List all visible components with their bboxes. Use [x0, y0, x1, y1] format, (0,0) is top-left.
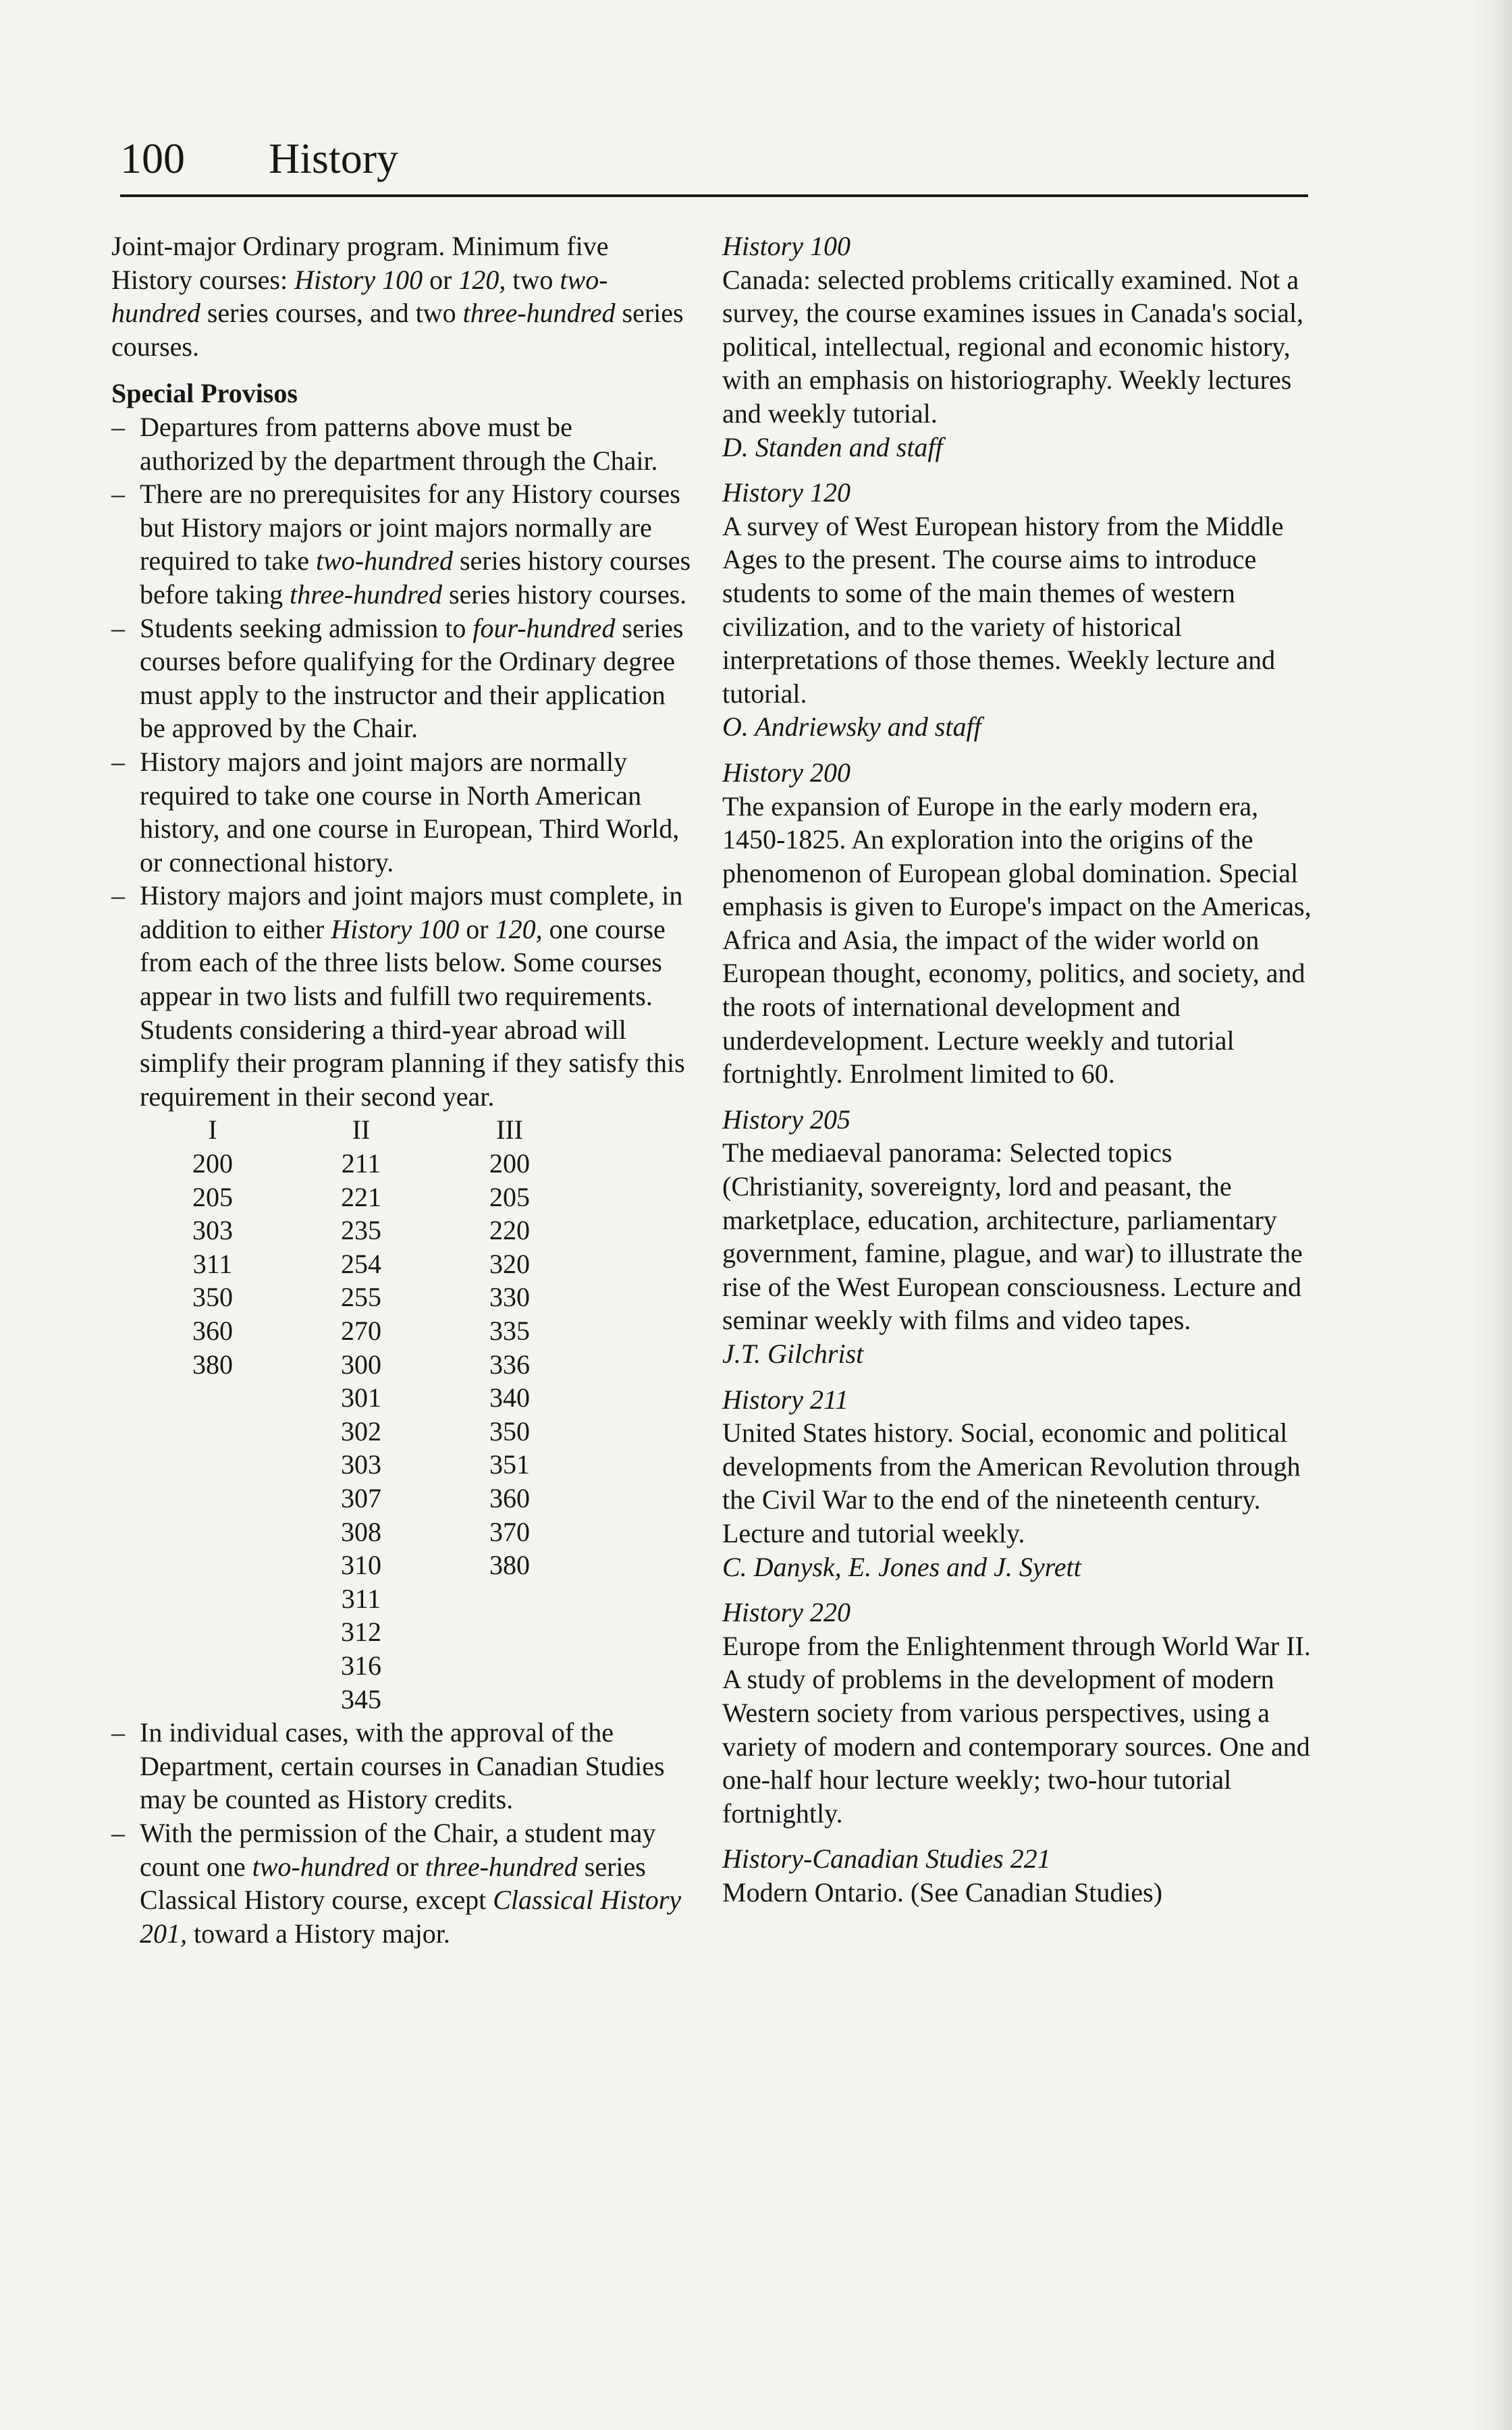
- list-item: 200: [489, 1148, 530, 1179]
- list-item: 303: [192, 1215, 233, 1246]
- list-item: 380: [192, 1349, 233, 1380]
- list-item: 300: [341, 1349, 381, 1380]
- list-item: 303: [341, 1449, 381, 1480]
- course-entry: [722, 1383, 1316, 1584]
- list-item: 254: [341, 1248, 381, 1279]
- list-item: 350: [192, 1282, 233, 1313]
- proviso-7: – With the permission of the Chair, a student may count one two-hundred or three-hundred series Classical History course, except Classical History 201, toward a History major.: [111, 1817, 682, 1949]
- proviso-5: – History majors and joint majors must complete, in addition to either History 100 or 120, one course from each of the three lists below. Some courses appear in two lists and fulfill two requirements. Students considering a third-year abroad will simplify their program planning if they satisfy this requirement in their second year.: [111, 880, 685, 1112]
- list-item: 316: [341, 1650, 381, 1681]
- list-item: 335: [489, 1316, 530, 1346]
- course-title: History-Canadian Studies 221: [722, 1843, 1051, 1874]
- list-item: 311: [341, 1583, 381, 1614]
- list-item: 205: [192, 1181, 233, 1212]
- course-instructor: C. Danysk, E. Jones and J. Syrett: [722, 1551, 1081, 1582]
- list-item: 211: [341, 1148, 381, 1179]
- course-description: The expansion of Europe in the early modern era, 1450-1825. An exploration into the origins of the phenomenon of European global domination. Special emphasis is given to Europe's impact on the Americas, Africa and Asia, the impact of the wider world on European thought, economy, politics, and society, and the roots of international development and underdevelopment. Lecture weekly and tutorial fortnightly. Enrolment limited to 60.: [722, 790, 1312, 1089]
- course-title: History 100: [722, 231, 850, 261]
- proviso-1: – Departures from patterns above must be authorized by the department through the Chair.: [111, 411, 658, 476]
- list-iii: [435, 1113, 584, 1716]
- list-item: 308: [341, 1516, 381, 1547]
- list-item: 221: [341, 1181, 381, 1212]
- running-title: History: [269, 134, 398, 182]
- list-item: 360: [192, 1316, 233, 1346]
- course-title: History 211: [722, 1384, 849, 1415]
- list-item: 200: [192, 1148, 233, 1179]
- course-description: A survey of West European history from the Middle Ages to the present. The course aims to introduce students to some of the main themes of western civilization, and to the variety of historical interpretations of those themes. Weekly lecture and tutorial.: [722, 510, 1284, 709]
- left-column: [111, 230, 692, 1950]
- list-item: 330: [489, 1282, 530, 1313]
- course-description: United States history. Social, economic and political developments from the American Revolution through the Civil War to the end of the nineteenth century. Lecture and tutorial weekly.: [722, 1418, 1301, 1548]
- list-item: 350: [489, 1415, 530, 1447]
- list-item: 312: [341, 1617, 381, 1648]
- course-instructor: J.T. Gilchrist: [722, 1339, 864, 1369]
- course-title: History 220: [722, 1597, 850, 1628]
- course-entry: [722, 1842, 1316, 1909]
- course-title: History 120: [722, 477, 850, 508]
- list-item: 235: [341, 1215, 381, 1246]
- proviso-4: – History majors and joint majors are normally required to take one course in North American history, and one course in European, Third World, or connectional history.: [111, 746, 680, 878]
- list-item: 360: [489, 1482, 530, 1513]
- intro-paragraph: Joint-major Ordinary program. Minimum five History courses: History 100 or 120, two two-hundred series courses, and two three-hundred series courses.: [111, 231, 684, 362]
- course-description: Europe from the Enlightenment through World War II. A study of problems in the development of modern Western society from various perspectives, using a variety of modern and contemporary sources. One and one-half hour lecture weekly; two-hour tutorial fortnightly.: [722, 1630, 1311, 1829]
- course-description: The mediaeval panorama: Selected topics (Christianity, sovereignty, lord and peasant, the marketplace, education, architecture, parliamentary government, famine, plague, and war) to illustrate the rise of the West European consciousness. Lecture and seminar weekly with films and video tapes.: [722, 1137, 1303, 1336]
- list-item: 220: [489, 1215, 530, 1246]
- list-i-header: I: [208, 1114, 217, 1145]
- course-entry: [722, 1103, 1316, 1371]
- list-ii: [287, 1113, 435, 1716]
- list-item: 345: [341, 1683, 381, 1714]
- list-item: 270: [341, 1316, 381, 1346]
- page-number: 100: [120, 134, 185, 182]
- list-item: 320: [489, 1248, 530, 1279]
- list-item: 311: [192, 1248, 233, 1279]
- list-item: 340: [489, 1382, 530, 1413]
- list-item: 301: [341, 1382, 381, 1413]
- list-ii-header: II: [352, 1114, 371, 1145]
- list-item: 351: [489, 1449, 530, 1480]
- course-description: Modern Ontario. (See Canadian Studies): [722, 1877, 1163, 1908]
- list-item: 370: [489, 1516, 530, 1547]
- list-item: 310: [341, 1550, 381, 1581]
- proviso-3: – Students seeking admission to four-hundred series courses before qualifying for the Ordinary degree must apply to the instructor and their application be approved by the Chair.: [111, 612, 684, 744]
- course-entry: [722, 230, 1316, 464]
- course-entry: [722, 476, 1316, 744]
- course-instructor: D. Standen and staff: [722, 431, 943, 462]
- course-title: History 205: [722, 1104, 850, 1135]
- page-header: [120, 128, 1308, 196]
- list-item: 255: [341, 1282, 381, 1313]
- proviso-2: – There are no prerequisites for any History courses but History majors or joint majors normally are required to take two-hundred series history courses before taking three-hundred series history courses.: [111, 479, 691, 610]
- page-edge-shadow: [1472, 0, 1512, 2430]
- proviso-6: – In individual cases, with the approval of the Department, certain courses in Canadian Studies may be counted as History credits.: [111, 1717, 665, 1815]
- right-column: [722, 230, 1316, 1922]
- course-title: History 200: [722, 757, 850, 788]
- course-entry: [722, 1596, 1316, 1830]
- list-iii-header: III: [496, 1114, 523, 1145]
- list-item: 307: [341, 1482, 381, 1513]
- list-i: [138, 1113, 287, 1716]
- list-item: 205: [489, 1181, 530, 1212]
- list-item: 302: [341, 1415, 381, 1447]
- course-lists-table: [138, 1113, 692, 1716]
- special-provisos-heading: Special Provisos: [111, 378, 298, 409]
- course-instructor: O. Andriewsky and staff: [722, 711, 981, 742]
- course-entry: [722, 756, 1316, 1091]
- list-item: 336: [489, 1349, 530, 1380]
- list-item: 380: [489, 1550, 530, 1581]
- course-description: Canada: selected problems critically examined. Not a survey, the course examines issues in Canada's social, political, intellectual, regional and economic history, with an emphasis on historiography. Weekly lectures and weekly tutorial.: [722, 264, 1304, 429]
- header-rule: [120, 194, 1308, 197]
